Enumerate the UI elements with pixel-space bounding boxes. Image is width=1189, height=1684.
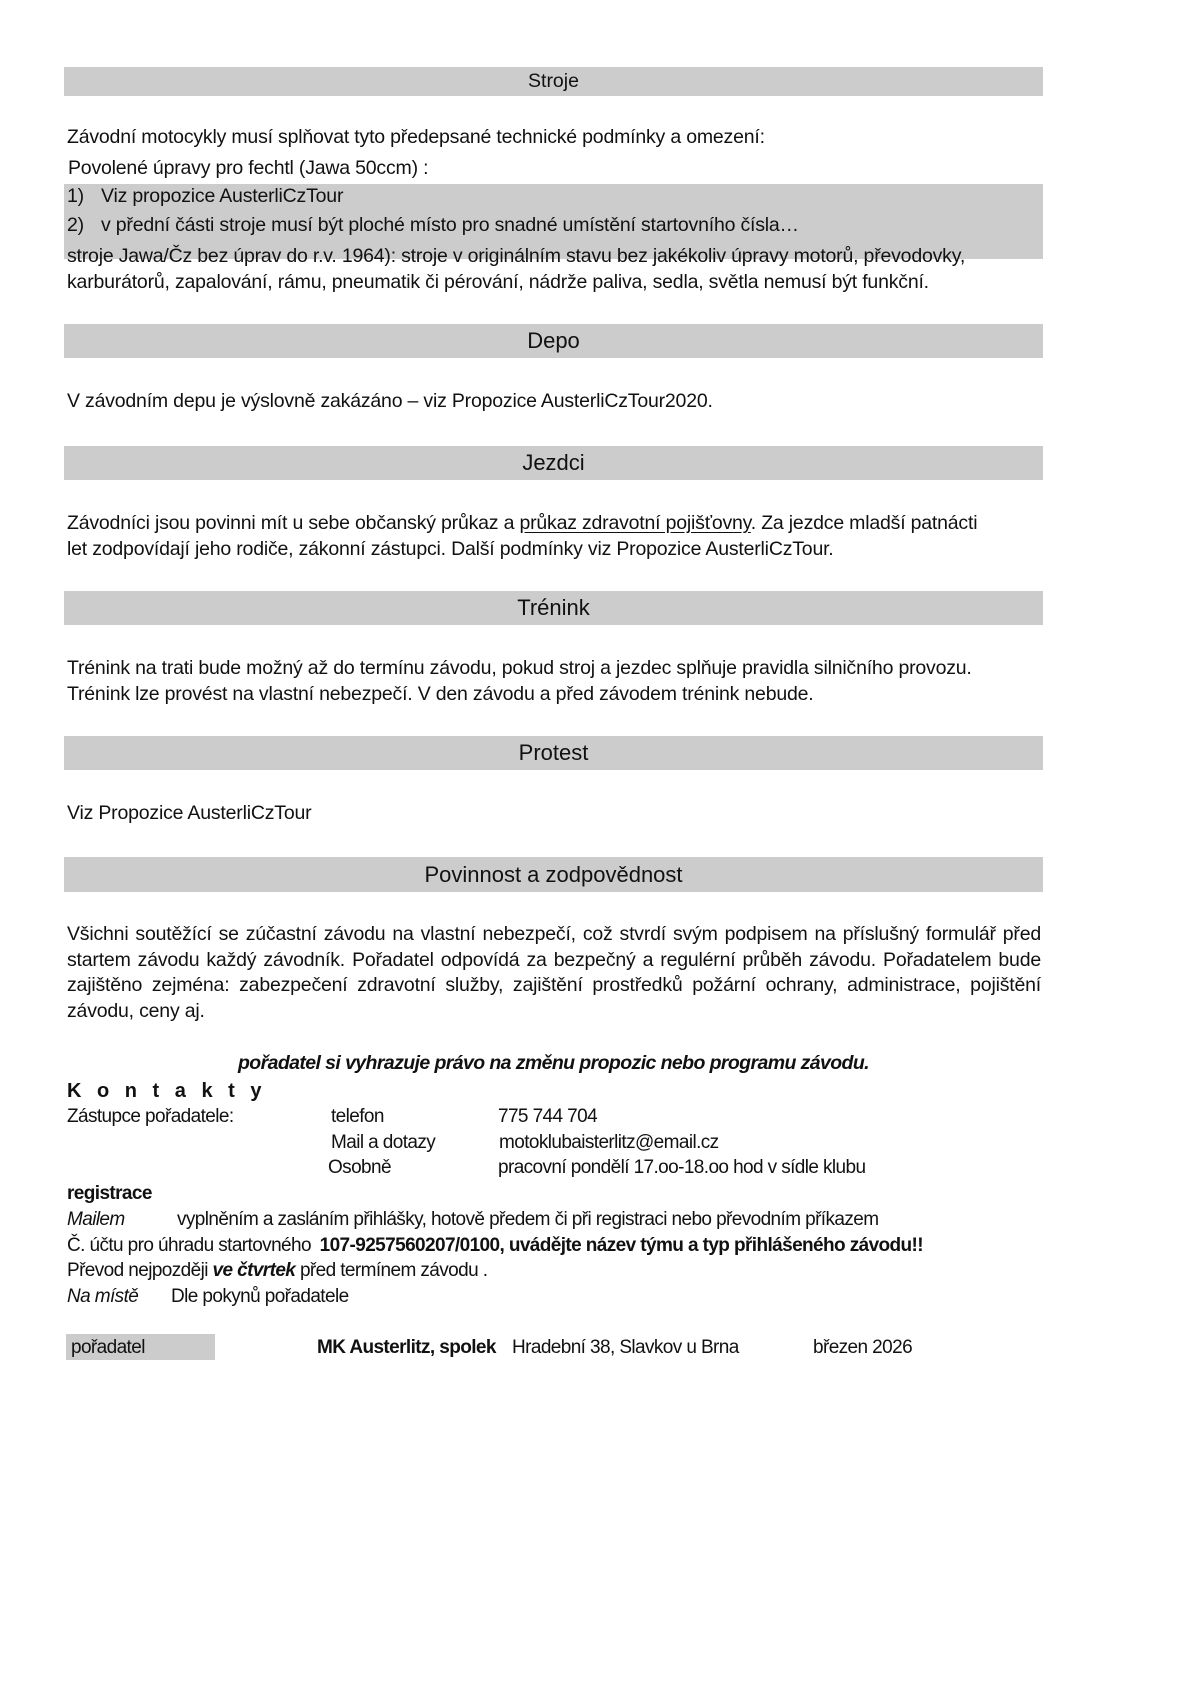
account-number: 107-9257560207/0100, uvádějte název týmu a typ přihlášeného závodu!! bbox=[319, 1235, 924, 1256]
depo-text: V závodním depu je výslovně zakázáno – viz Propozice AusterliCzTour2020. bbox=[67, 390, 713, 412]
stroje-subtitle: Povolené úpravy pro fechtl (Jawa 50ccm) : bbox=[68, 157, 429, 179]
povinnost-text: Všichni soutěžící se zúčastní závodu na vlastní nebezpečí, což stvrdí svým podpisem na příslušný formulář před startem závodu každý závodník. Pořadatel odpovídá za bezpečný a regulérní průběh závodu. Pořadatelem bude zajištěno zejména: zabezpečení zdravotní služby, zajištění prostředků požární ochrany, administrace, pojištění závodu, ceny aj. bbox=[67, 923, 1041, 1022]
list-number: 2) bbox=[67, 214, 84, 236]
list-item bbox=[67, 214, 799, 237]
trenink-line-2: Trénink lze provést na vlastní nebezpečí. V den závodu a před závodem trénink nebude. bbox=[67, 683, 814, 705]
section-header-jezdci bbox=[64, 446, 1043, 480]
registration-mail-text: vyplněním a zasláním přihlášky, hotově předem či při registraci nebo převodním příkazem bbox=[177, 1209, 879, 1230]
contact-label-mail: Mail a dotazy bbox=[331, 1132, 436, 1153]
disclaimer: pořadatel si vyhrazuje právo na změnu propozic nebo programu závodu. bbox=[238, 1052, 869, 1074]
section-title: Stroje bbox=[528, 70, 579, 92]
section-title: Protest bbox=[518, 740, 589, 765]
section-title: Povinnost a zodpovědnost bbox=[424, 862, 683, 887]
contact-label-phone: telefon bbox=[331, 1106, 384, 1127]
account-label: Č. účtu pro úhradu startovného bbox=[67, 1235, 316, 1256]
contact-personal-value: pracovní pondělí 17.oo-18.oo hod v sídle klubu bbox=[498, 1157, 866, 1178]
list-item bbox=[67, 185, 343, 208]
jezdci-line-2: let zodpovídají jeho rodiče, zákonní zástupci. Další podmínky viz Propozice AusterliCzTour. bbox=[67, 538, 834, 560]
registration-onsite-text: Dle pokynů pořadatele bbox=[171, 1286, 349, 1307]
list-text: Viz propozice AusterliCzTour bbox=[101, 185, 344, 207]
section-title: Depo bbox=[527, 328, 580, 353]
section-header-depo bbox=[64, 324, 1043, 358]
registration-heading: registrace bbox=[67, 1183, 152, 1204]
trenink-line-1: Trénink na trati bude možný až do termínu závodu, pokud stroj a jezdec splňuje pravidla silničního provozu. bbox=[67, 657, 972, 679]
section-header-povinnost bbox=[64, 857, 1043, 892]
jezdci-text-after: . Za jezdce mladší patnácti bbox=[750, 512, 978, 534]
transfer-after: před termínem závodu . bbox=[295, 1260, 488, 1281]
section-title: Trénink bbox=[517, 595, 590, 620]
transfer-before: Převod nejpozději bbox=[67, 1260, 213, 1281]
contact-phone-value: 775 744 704 bbox=[498, 1106, 598, 1127]
document-date: březen 2026 bbox=[813, 1337, 913, 1358]
registration-account-line bbox=[67, 1235, 923, 1257]
transfer-deadline: ve čtvrtek bbox=[212, 1260, 296, 1281]
jezdci-line-1 bbox=[67, 510, 977, 536]
stroje-intro: Závodní motocykly musí splňovat tyto předepsané technické podmínky a omezení: bbox=[67, 126, 765, 148]
section-header-stroje bbox=[64, 67, 1043, 96]
organizer-address: Hradební 38, Slavkov u Brna bbox=[512, 1337, 739, 1358]
insurance-card-underlined: průkaz zdravotní pojišťovny bbox=[519, 512, 751, 534]
protest-text: Viz Propozice AusterliCzTour bbox=[67, 802, 312, 824]
section-header-protest bbox=[64, 736, 1043, 770]
organizer-name: MK Austerlitz, spolek bbox=[317, 1337, 496, 1358]
section-header-trenink bbox=[64, 591, 1043, 625]
jezdci-text-before: Závodníci jsou povinni mít u sebe občanský průkaz a bbox=[67, 512, 520, 534]
registration-transfer-line bbox=[67, 1260, 487, 1282]
contacts-heading: K o n t a k t y bbox=[67, 1080, 267, 1102]
contact-label-personal: Osobně bbox=[328, 1157, 391, 1178]
registration-mail-label: Mailem bbox=[67, 1209, 125, 1230]
organizer-label: pořadatel bbox=[71, 1337, 145, 1358]
representative-label: Zástupce pořadatele: bbox=[67, 1106, 234, 1127]
list-text: v přední části stroje musí být ploché místo pro snadné umístění startovního čísla… bbox=[101, 214, 799, 236]
section-title: Jezdci bbox=[522, 450, 585, 475]
registration-onsite-label: Na místě bbox=[67, 1286, 139, 1307]
stroje-note-line-2: karburátorů, zapalování, rámu, pneumatik či pérování, nádrže paliva, sedla, světla nemusí být funkční. bbox=[67, 271, 929, 293]
contact-email-link[interactable]: motoklubaisterlitz@email.cz bbox=[499, 1132, 719, 1153]
stroje-note-line-1: stroje Jawa/Čz bez úprav do r.v. 1964): stroje v originálním stavu bez jakékoliv úpravy motorů, převodovky, bbox=[67, 245, 966, 267]
list-number: 1) bbox=[67, 185, 84, 207]
